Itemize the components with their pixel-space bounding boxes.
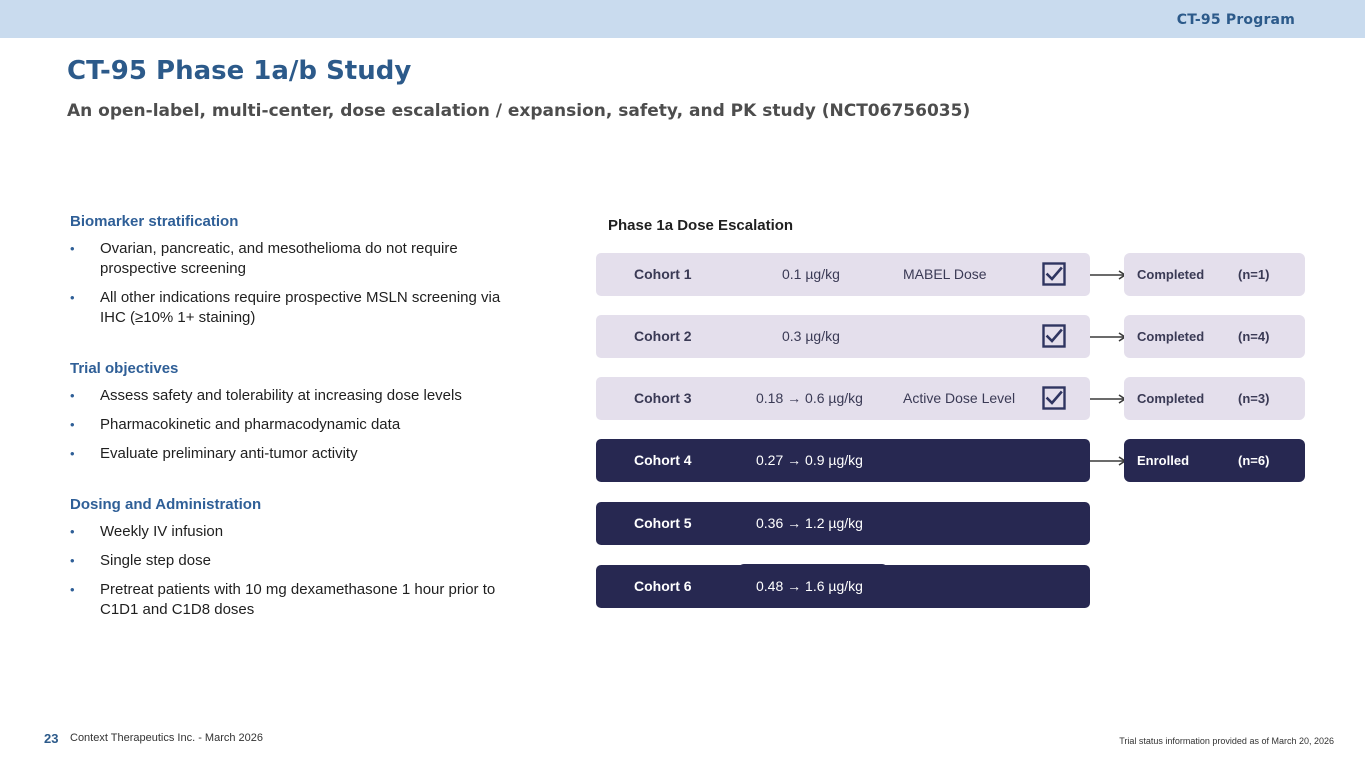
status-pill: [1124, 315, 1305, 358]
bullet-item: [70, 444, 530, 464]
cohort-bar: [596, 439, 1090, 482]
bullet-item: [70, 522, 530, 542]
right-arrow-icon: [1090, 394, 1128, 404]
study-details: [70, 213, 530, 652]
bullet-text: Single step dose: [100, 552, 211, 569]
page-title: CT-95 Phase 1a/b Study: [67, 56, 412, 86]
status-pill: [1124, 377, 1305, 420]
cohort-dose: 0.27 → 0.9 µg/kg: [756, 452, 863, 468]
bullet-list: [70, 522, 530, 620]
bullet-item: [70, 239, 530, 279]
bullet-item: [70, 551, 530, 571]
cohort-dose: 0.36 → 1.2 µg/kg: [756, 515, 863, 531]
cohort-bar: [596, 377, 1090, 420]
status-label: Completed: [1137, 391, 1205, 406]
section-heading: Trial objectives: [70, 360, 179, 377]
bullet-list: [70, 239, 530, 328]
cohort-bar: [596, 315, 1090, 358]
biomarker-section: [70, 213, 530, 328]
bullet-item: [70, 580, 530, 620]
cohort-name: Cohort 1: [634, 266, 692, 282]
right-arrow-icon: [1090, 332, 1128, 342]
header-band: [0, 0, 1365, 38]
footer-status-note: Trial status information provided as of March 20, 2026: [1119, 736, 1334, 746]
bullet-icon: •: [70, 524, 75, 539]
bullet-text: Weekly IV infusion: [100, 523, 224, 540]
status-label: Completed: [1137, 267, 1205, 282]
bullet-text: Assess safety and tolerability at increasing dose levels: [100, 387, 462, 404]
status-count: (n=4): [1238, 329, 1270, 344]
escalation-heading: Phase 1a Dose Escalation: [608, 217, 794, 234]
bullet-icon: •: [70, 553, 75, 568]
bullet-text: Evaluate preliminary anti-tumor activity: [100, 445, 358, 462]
status-count: (n=6): [1238, 453, 1270, 468]
checkbox-checked-icon: [1042, 262, 1066, 286]
status-pill: [1124, 253, 1305, 296]
program-label: CT-95 Program: [1176, 12, 1295, 28]
cohort-name: Cohort 3: [634, 390, 692, 406]
cohort-dose: 0.18 → 0.6 µg/kg: [756, 390, 863, 406]
section-heading: Biomarker stratification: [70, 213, 239, 230]
section-heading: Dosing and Administration: [70, 496, 262, 513]
cohort-name: Cohort 5: [634, 515, 692, 531]
cohort-dose: 0.3 µg/kg: [782, 328, 840, 344]
bullet-list: [70, 386, 530, 464]
right-arrow-icon: [1090, 456, 1128, 466]
cohort-dose: 0.1 µg/kg: [782, 266, 840, 282]
bullet-icon: •: [70, 241, 75, 256]
bullet-item: [70, 415, 530, 435]
bullet-text: All other indications require prospective MSLN screening via IHC (≥10% 1+ staining): [100, 289, 501, 326]
status-count: (n=3): [1238, 391, 1270, 406]
bullet-icon: •: [70, 582, 75, 597]
status-count: (n=1): [1238, 267, 1270, 282]
checkbox-checked-icon: [1042, 324, 1066, 348]
page-subtitle: An open-label, multi-center, dose escalation / expansion, safety, and PK study (NCT06756035): [67, 101, 971, 121]
status-label: Enrolled: [1137, 453, 1190, 468]
bullet-item: [70, 386, 530, 406]
cohort-bar: [596, 253, 1090, 296]
dosing-section: [70, 496, 530, 620]
status-pill: [1124, 439, 1305, 482]
bullet-text: Pretreat patients with 10 mg dexamethasone 1 hour prior to C1D1 and C1D8 doses: [100, 581, 496, 618]
bullet-icon: •: [70, 290, 75, 305]
cohort-note: MABEL Dose: [903, 266, 987, 282]
cohort-name: Cohort 4: [634, 452, 692, 468]
cohort-note: Active Dose Level: [903, 390, 1016, 406]
objectives-section: [70, 360, 530, 464]
bullet-text: Ovarian, pancreatic, and mesothelioma do not require prospective screening: [100, 240, 458, 277]
cohort-bar: [596, 565, 1090, 608]
bullet-icon: •: [70, 388, 75, 403]
bullet-icon: •: [70, 417, 75, 432]
right-arrow-icon: [1090, 270, 1128, 280]
footer-company: Context Therapeutics Inc. - March 2026: [70, 732, 264, 744]
page-number: 23: [44, 731, 59, 746]
bullet-item: [70, 288, 530, 328]
bullet-icon: •: [70, 446, 75, 461]
checkbox-checked-icon: [1042, 386, 1066, 410]
bullet-text: Pharmacokinetic and pharmacodynamic data: [100, 416, 401, 433]
cohort-dose: 0.48 → 1.6 µg/kg: [756, 578, 863, 594]
status-label: Completed: [1137, 329, 1205, 344]
cohort-name: Cohort 6: [634, 578, 692, 594]
cohort-name: Cohort 2: [634, 328, 692, 344]
cohort-bar: [596, 502, 1090, 545]
